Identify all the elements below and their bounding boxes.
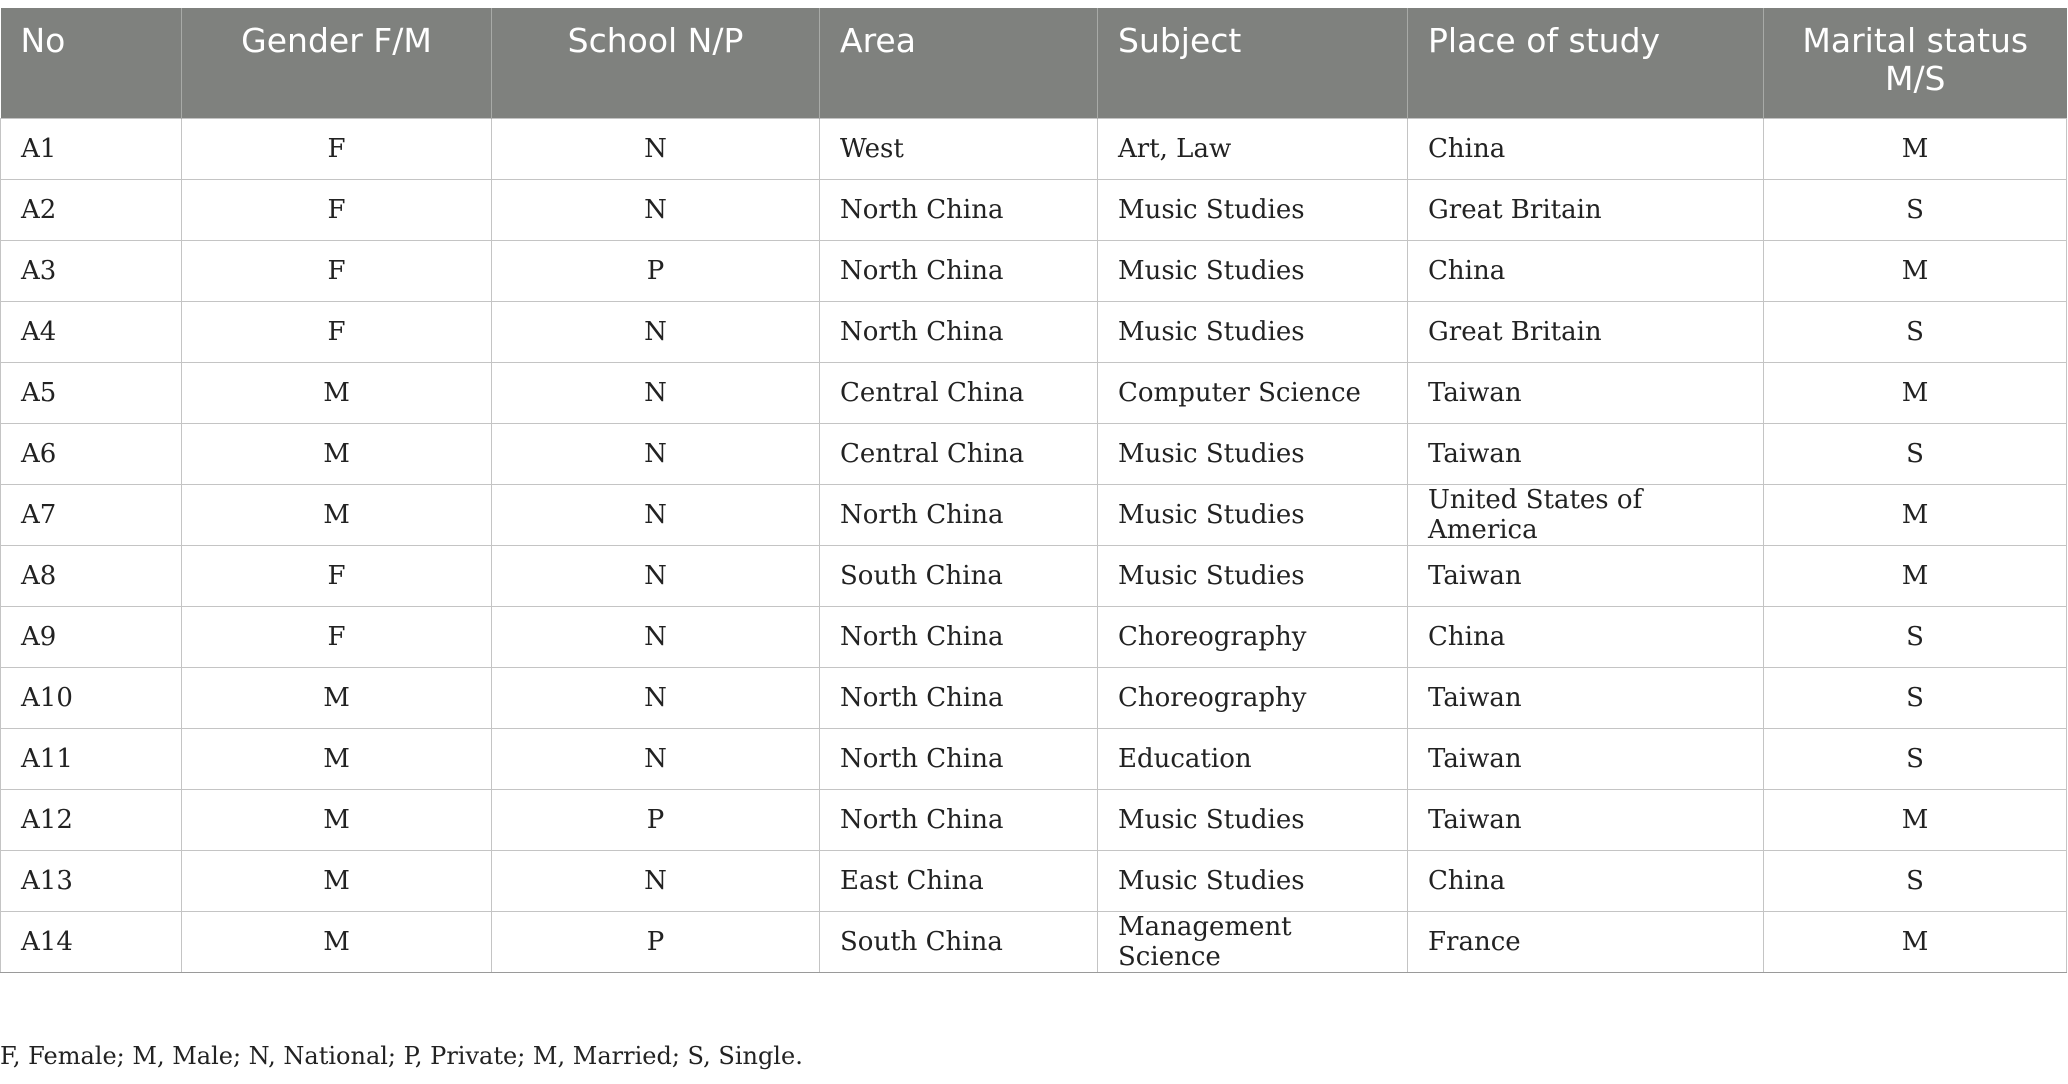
cell-gender: M (182, 789, 492, 850)
cell-place-of-study: France (1408, 911, 1764, 972)
cell-no: A11 (1, 728, 182, 789)
header-row (1, 8, 2067, 118)
cell-subject: Music Studies (1098, 240, 1408, 301)
cell-gender: M (182, 423, 492, 484)
cell-school: N (492, 545, 820, 606)
cell-area: South China (820, 545, 1098, 606)
cell-place-of-study: Great Britain (1408, 301, 1764, 362)
cell-school: N (492, 667, 820, 728)
table-row (1, 850, 2067, 911)
cell-school: N (492, 606, 820, 667)
cell-area: North China (820, 789, 1098, 850)
table-row (1, 362, 2067, 423)
table-body (1, 118, 2067, 972)
header-marital-status: Marital status M/S (1764, 8, 2067, 118)
cell-marital-status: S (1764, 423, 2067, 484)
table-row (1, 789, 2067, 850)
cell-place-of-study: China (1408, 240, 1764, 301)
cell-gender: F (182, 118, 492, 179)
cell-no: A3 (1, 240, 182, 301)
cell-no: A4 (1, 301, 182, 362)
table-footnote: F, Female; M, Male; N, National; P, Private; M, Married; S, Single. (0, 1042, 803, 1070)
cell-no: A12 (1, 789, 182, 850)
cell-marital-status: S (1764, 667, 2067, 728)
cell-no: A10 (1, 667, 182, 728)
cell-school: P (492, 789, 820, 850)
cell-subject: Music Studies (1098, 789, 1408, 850)
cell-gender: M (182, 911, 492, 972)
cell-area: South China (820, 911, 1098, 972)
cell-subject: Music Studies (1098, 545, 1408, 606)
cell-subject: Education (1098, 728, 1408, 789)
cell-no: A2 (1, 179, 182, 240)
cell-school: N (492, 118, 820, 179)
cell-area: North China (820, 484, 1098, 545)
cell-no: A9 (1, 606, 182, 667)
cell-place-of-study: China (1408, 606, 1764, 667)
header-no: No (1, 8, 182, 118)
cell-place-of-study: Great Britain (1408, 179, 1764, 240)
table-row (1, 606, 2067, 667)
cell-place-of-study: Taiwan (1408, 545, 1764, 606)
table-row (1, 301, 2067, 362)
cell-subject: Art, Law (1098, 118, 1408, 179)
header-area: Area (820, 8, 1098, 118)
cell-school: N (492, 850, 820, 911)
header-gender: Gender F/M (182, 8, 492, 118)
cell-subject: Management Science (1098, 911, 1408, 972)
cell-place-of-study: China (1408, 850, 1764, 911)
cell-no: A7 (1, 484, 182, 545)
table-row (1, 179, 2067, 240)
table-row (1, 911, 2067, 972)
cell-gender: F (182, 606, 492, 667)
cell-place-of-study: United States of America (1408, 484, 1764, 545)
cell-school: P (492, 240, 820, 301)
cell-area: North China (820, 240, 1098, 301)
cell-subject: Music Studies (1098, 301, 1408, 362)
cell-marital-status: M (1764, 362, 2067, 423)
cell-marital-status: S (1764, 850, 2067, 911)
cell-gender: M (182, 728, 492, 789)
cell-gender: F (182, 545, 492, 606)
cell-gender: M (182, 362, 492, 423)
cell-marital-status: M (1764, 911, 2067, 972)
participants-table (0, 8, 2067, 973)
cell-gender: F (182, 240, 492, 301)
cell-marital-status: S (1764, 301, 2067, 362)
cell-marital-status: M (1764, 240, 2067, 301)
cell-area: West (820, 118, 1098, 179)
cell-area: Central China (820, 362, 1098, 423)
cell-subject: Music Studies (1098, 423, 1408, 484)
cell-marital-status: M (1764, 545, 2067, 606)
cell-place-of-study: Taiwan (1408, 362, 1764, 423)
cell-subject: Music Studies (1098, 179, 1408, 240)
table-row (1, 545, 2067, 606)
cell-marital-status: S (1764, 179, 2067, 240)
cell-marital-status: M (1764, 789, 2067, 850)
table-row (1, 423, 2067, 484)
cell-subject: Choreography (1098, 606, 1408, 667)
cell-school: N (492, 484, 820, 545)
cell-marital-status: M (1764, 484, 2067, 545)
cell-school: N (492, 423, 820, 484)
cell-subject: Computer Science (1098, 362, 1408, 423)
cell-subject: Music Studies (1098, 484, 1408, 545)
cell-no: A1 (1, 118, 182, 179)
cell-gender: M (182, 850, 492, 911)
cell-area: North China (820, 179, 1098, 240)
header-subject: Subject (1098, 8, 1408, 118)
cell-gender: F (182, 301, 492, 362)
header-school: School N/P (492, 8, 820, 118)
cell-area: North China (820, 301, 1098, 362)
cell-area: North China (820, 667, 1098, 728)
cell-area: North China (820, 606, 1098, 667)
cell-place-of-study: Taiwan (1408, 728, 1764, 789)
cell-place-of-study: Taiwan (1408, 667, 1764, 728)
cell-subject: Music Studies (1098, 850, 1408, 911)
cell-no: A5 (1, 362, 182, 423)
cell-place-of-study: China (1408, 118, 1764, 179)
table-row (1, 484, 2067, 545)
cell-subject: Choreography (1098, 667, 1408, 728)
cell-gender: F (182, 179, 492, 240)
cell-no: A14 (1, 911, 182, 972)
cell-no: A6 (1, 423, 182, 484)
cell-marital-status: M (1764, 118, 2067, 179)
cell-area: Central China (820, 423, 1098, 484)
cell-school: P (492, 911, 820, 972)
cell-no: A13 (1, 850, 182, 911)
cell-gender: M (182, 667, 492, 728)
header-place-of-study: Place of study (1408, 8, 1764, 118)
table-row (1, 118, 2067, 179)
cell-gender: M (182, 484, 492, 545)
cell-marital-status: S (1764, 728, 2067, 789)
cell-marital-status: S (1764, 606, 2067, 667)
cell-school: N (492, 301, 820, 362)
cell-school: N (492, 728, 820, 789)
cell-place-of-study: Taiwan (1408, 789, 1764, 850)
table-row (1, 240, 2067, 301)
cell-place-of-study: Taiwan (1408, 423, 1764, 484)
table-row (1, 667, 2067, 728)
cell-school: N (492, 179, 820, 240)
cell-no: A8 (1, 545, 182, 606)
cell-area: North China (820, 728, 1098, 789)
cell-school: N (492, 362, 820, 423)
cell-area: East China (820, 850, 1098, 911)
table-row (1, 728, 2067, 789)
